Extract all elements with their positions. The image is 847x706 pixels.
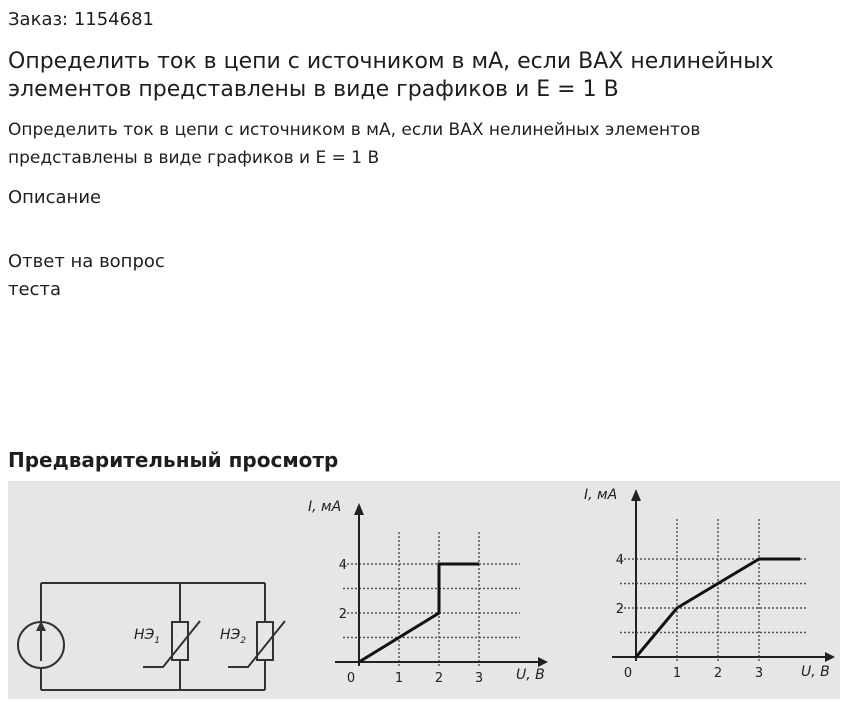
y-axis-label: I, мА [584,487,618,503]
x-axis-label: U, B [801,664,830,680]
x-tick-label: 2 [713,666,723,681]
y-tick-label: 2 [338,607,347,622]
ne2-label: $НЭ_2$ [220,627,247,646]
y-tick-label: 4 [615,553,624,568]
task-description: Определить ток в цепи с источником в мА, если ВАХ нелинейных элементов представлены в виде графиков и E = 1 В [8,120,701,168]
x-tick-label: 1 [394,671,404,686]
y-tick-label: 2 [615,602,624,617]
description-heading: Описание [8,187,102,208]
y-tick-label: 4 [338,558,347,573]
ne1-label: $НЭ_1$ [134,627,161,646]
x-tick-label: 3 [474,671,484,686]
origin-label: 0 [623,666,633,681]
page-title: Определить ток в цепи с источником в мА, если ВАХ нелинейных элементов представлены в виде графиков и E = 1 В [8,49,774,102]
x-axis-arrow-icon [538,657,548,667]
origin-label: 0 [346,671,356,686]
x-axis-arrow-icon [825,652,835,662]
order-number: Заказ: 1154681 [8,9,154,30]
preview-image [8,481,840,699]
y-axis-arrow-icon [354,503,364,515]
y-axis-arrow-icon [631,489,641,501]
x-tick-label: 1 [672,666,682,681]
answer-text: Ответ на вопрос теста [8,251,165,300]
preview-heading: Предварительный просмотр [8,448,339,472]
y-axis-label: I, мА [308,499,342,515]
x-tick-label: 2 [434,671,444,686]
iv-chart-2 [584,487,835,681]
preview-figure [8,481,840,699]
x-tick-label: 3 [754,666,764,681]
iv-chart-1 [308,499,548,686]
x-axis-label: U, B [516,667,545,683]
